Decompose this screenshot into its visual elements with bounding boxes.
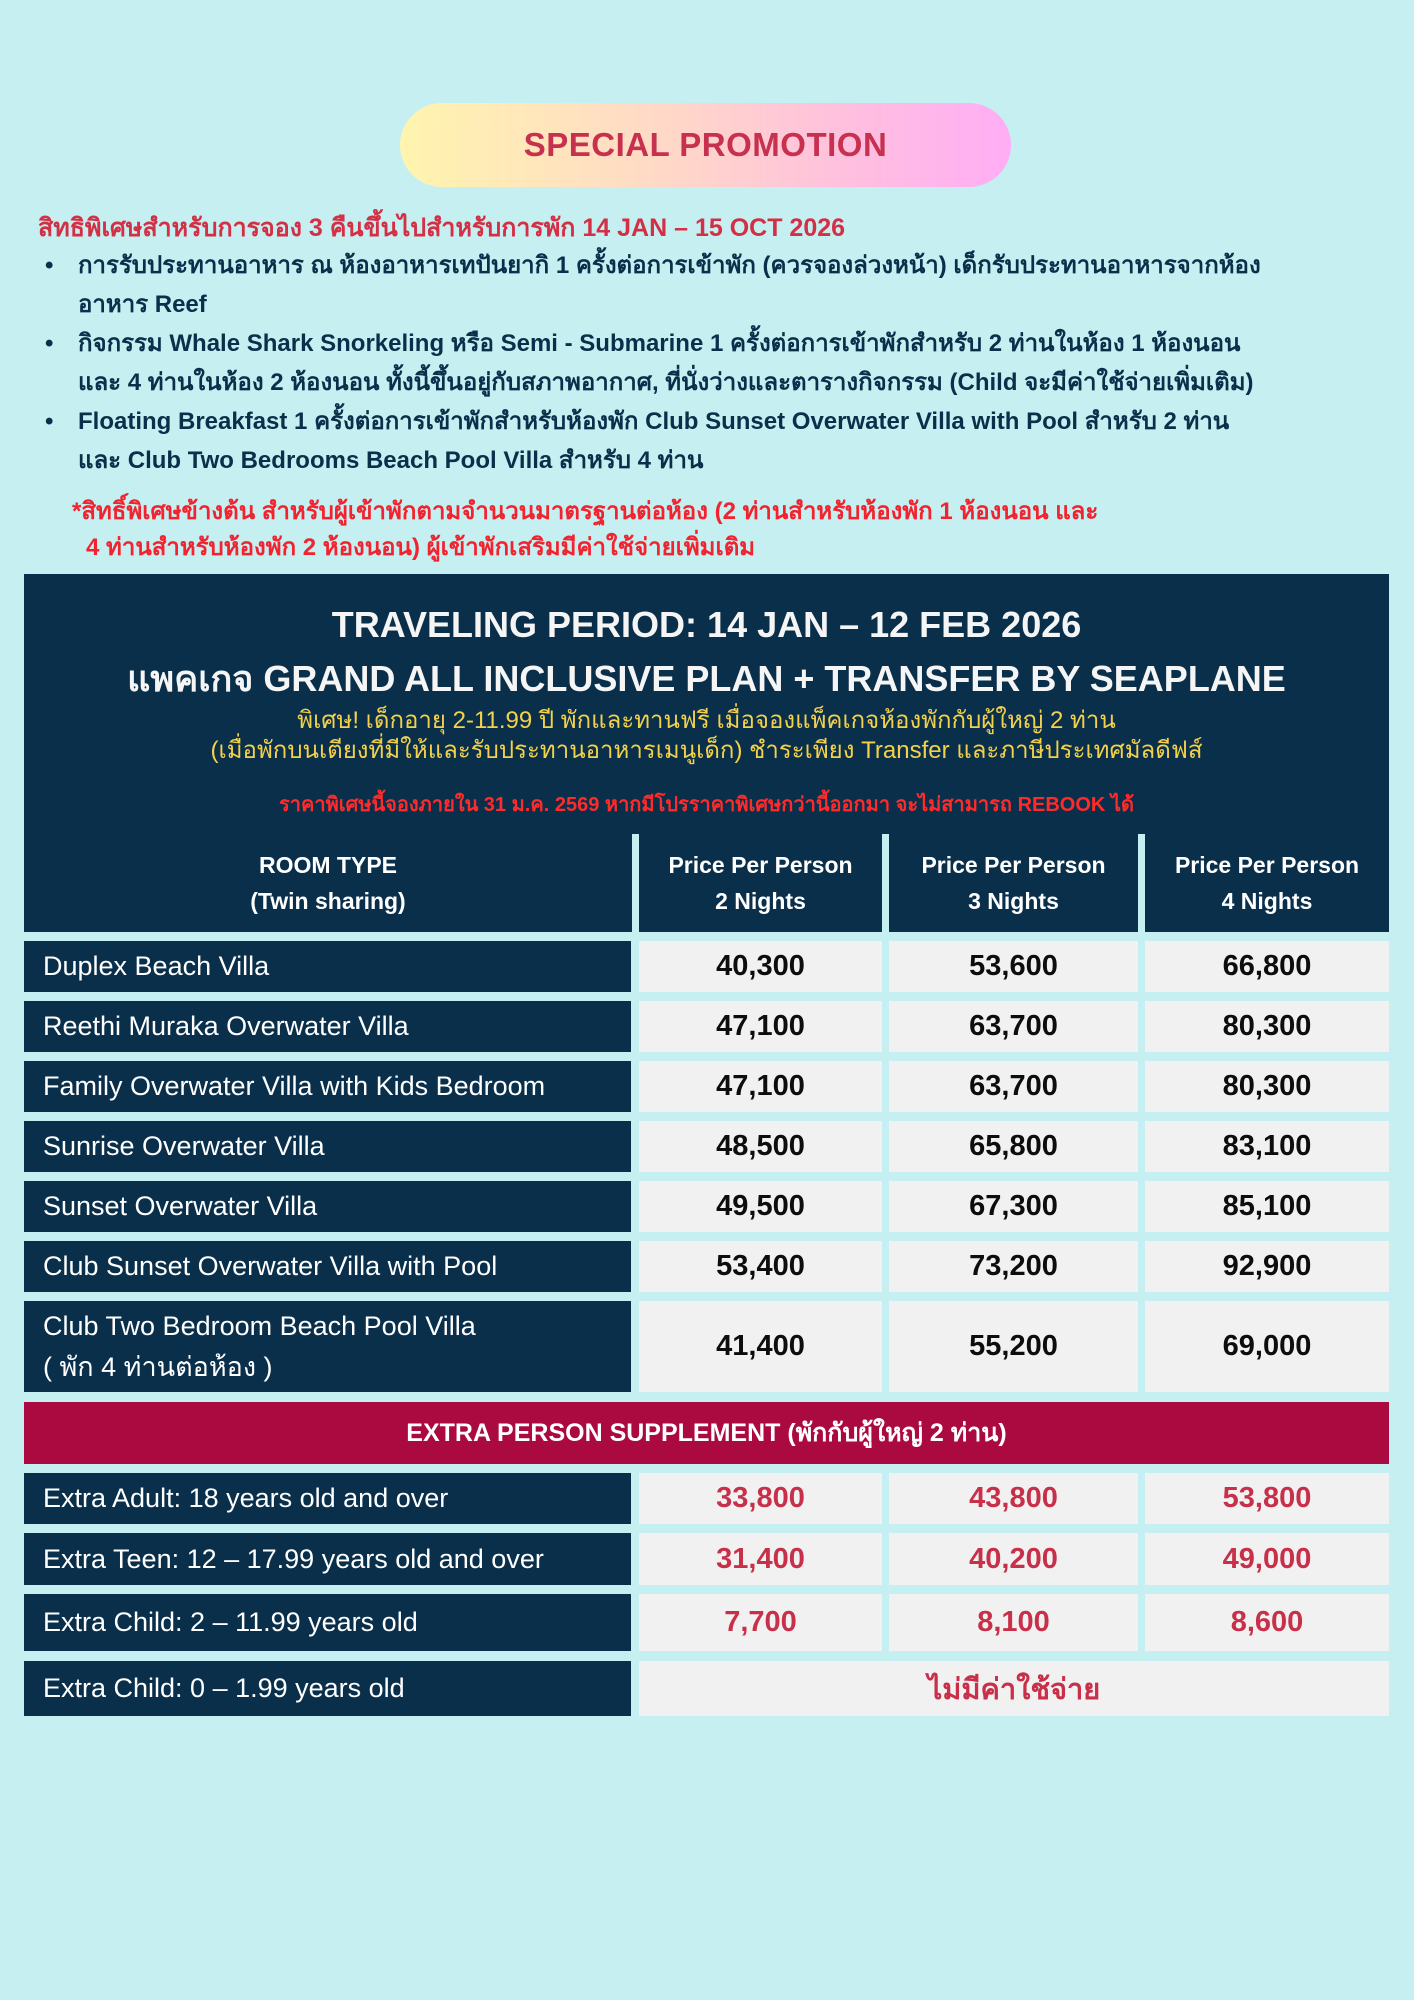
room-name: Club Sunset Overwater Villa with Pool xyxy=(24,1241,631,1292)
price-2-nights: 49,500 xyxy=(639,1181,882,1232)
package-title: แพคเกจ GRAND ALL INCLUSIVE PLAN + TRANSFER BY SEAPLANE xyxy=(127,658,1286,699)
room-name: Reethi Muraka Overwater Villa xyxy=(24,1001,631,1052)
price-2-nights: 48,500 xyxy=(639,1121,882,1172)
header-room-type: ROOM TYPE (Twin sharing) xyxy=(250,851,406,914)
header-4-nights: Price Per Person 4 Nights xyxy=(1174,851,1360,914)
promo-badge-label: SPECIAL PROMOTION xyxy=(523,126,888,163)
price-4-nights: 69,000 xyxy=(1145,1301,1389,1392)
price-3-nights: 67,300 xyxy=(889,1181,1138,1232)
price-4-nights: 80,300 xyxy=(1145,1061,1389,1112)
column-divider xyxy=(882,834,889,932)
extra-price-2-nights: 7,700 xyxy=(639,1594,882,1651)
extra-price-4-nights: 8,600 xyxy=(1145,1594,1389,1651)
room-name: Family Overwater Villa with Kids Bedroom xyxy=(24,1061,631,1112)
extra-person-type: Extra Adult: 18 years old and over xyxy=(24,1473,631,1524)
room-name: Sunrise Overwater Villa xyxy=(24,1121,631,1172)
column-divider xyxy=(1138,834,1145,932)
privilege-item: • การรับประทานอาหาร ณ ห้องอาหารเทปันยากิ 1 ครั้งต่อการเข้าพัก (ควรจองล่วงหน้า) เด็กรับประทานอาหารจากห้อง อาหาร Reef xyxy=(40,246,1400,324)
price-4-nights: 66,800 xyxy=(1145,941,1389,992)
header-3-nights: Price Per Person 3 Nights xyxy=(921,851,1106,914)
privilege-list xyxy=(40,246,1400,480)
price-2-nights: 41,400 xyxy=(639,1301,882,1392)
room-name: Club Two Bedroom Beach Pool Villa ( พัก 4 ท่านต่อห้อง ) xyxy=(24,1301,631,1392)
privilege-item: • Floating Breakfast 1 ครั้งต่อการเข้าพักสำหรับห้องพัก Club Sunset Overwater Villa with Pool สำหรับ 2 ท่าน และ Club Two Bedrooms Beach Pool Villa สำหรับ 4 ท่าน xyxy=(40,402,1400,480)
price-3-nights: 63,700 xyxy=(889,1061,1138,1112)
price-4-nights: 92,900 xyxy=(1145,1241,1389,1292)
traveling-period-title: TRAVELING PERIOD: 14 JAN – 12 FEB 2026 xyxy=(331,604,1082,645)
extra-price-4-nights: 53,800 xyxy=(1145,1473,1389,1524)
privilege-title: สิทธิพิเศษสำหรับการจอง 3 คืนขึ้นไปสำหรับการพัก 14 JAN – 15 OCT 2026 xyxy=(38,214,846,242)
extra-price-3-nights: 40,200 xyxy=(889,1533,1138,1585)
price-3-nights: 63,700 xyxy=(889,1001,1138,1052)
extra-person-type: Extra Child: 2 – 11.99 years old xyxy=(24,1594,631,1651)
room-name: Duplex Beach Villa xyxy=(24,941,631,992)
price-2-nights: 53,400 xyxy=(639,1241,882,1292)
price-4-nights: 85,100 xyxy=(1145,1181,1389,1232)
price-4-nights: 83,100 xyxy=(1145,1121,1389,1172)
free-of-charge: ไม่มีค่าใช้จ่าย xyxy=(639,1661,1389,1716)
room-name: Sunset Overwater Villa xyxy=(24,1181,631,1232)
extra-price-3-nights: 43,800 xyxy=(889,1473,1138,1524)
booking-deadline: ราคาพิเศษนี้จองภายใน 31 ม.ค. 2569 หากมีโปรราคาพิเศษกว่านี้ออกมา จะไม่สามารถ REBOOK ได้ xyxy=(279,794,1134,816)
price-3-nights: 73,200 xyxy=(889,1241,1138,1292)
special-promotion-badge xyxy=(400,103,1011,187)
price-3-nights: 65,800 xyxy=(889,1121,1138,1172)
privilege-item: • กิจกรรม Whale Shark Snorkeling หรือ Semi - Submarine 1 ครั้งต่อการเข้าพักสำหรับ 2 ท่านในห้อง 1 ห้องนอน และ 4 ท่านในห้อง 2 ห้องนอน ทั้งนี้ขึ้นอยู่กับสภาพอากาศ, ที่นั่งว่างและตารางกิจกรรม (Child จะมีค่าใช้จ่ายเพิ่มเติม) xyxy=(40,324,1400,402)
extra-person-type: Extra Child: 0 – 1.99 years old xyxy=(24,1661,631,1716)
child-offer: พิเศษ! เด็กอายุ 2-11.99 ปี พักและทานฟรี เมื่อจองแพ็คเกจห้องพักกับผู้ใหญ่ 2 ท่าน (เมื่อพักบนเตียงที่มีให้และรับประทานอาหารเมนูเด็ก) ชำระเพียง Transfer และภาษีประเทศมัลดีฟส์ xyxy=(210,707,1203,764)
price-4-nights: 80,300 xyxy=(1145,1001,1389,1052)
extra-person-supplement-header: EXTRA PERSON SUPPLEMENT (พักกับผู้ใหญ่ 2 ท่าน) xyxy=(24,1402,1389,1464)
conditions-note: *สิทธิ์พิเศษข้างต้น สำหรับผู้เข้าพักตามจำนวนมาตรฐานต่อห้อง (2 ท่านสำหรับห้องพัก 1 ห้องนอน และ 4 ท่านสำหรับห้องพัก 2 ห้องนอน) ผู้เข้าพักเสริมมีค่าใช้จ่ายเพิ่มเติม xyxy=(72,498,1099,561)
column-divider xyxy=(632,834,639,932)
price-2-nights: 47,100 xyxy=(639,1001,882,1052)
price-3-nights: 53,600 xyxy=(889,941,1138,992)
extra-price-2-nights: 33,800 xyxy=(639,1473,882,1524)
price-3-nights: 55,200 xyxy=(889,1301,1138,1392)
price-2-nights: 47,100 xyxy=(639,1061,882,1112)
extra-person-type: Extra Teen: 12 – 17.99 years old and over xyxy=(24,1533,631,1585)
header-2-nights: Price Per Person 2 Nights xyxy=(668,851,853,914)
price-2-nights: 40,300 xyxy=(639,941,882,992)
extra-price-3-nights: 8,100 xyxy=(889,1594,1138,1651)
extra-price-4-nights: 49,000 xyxy=(1145,1533,1389,1585)
extra-price-2-nights: 31,400 xyxy=(639,1533,882,1585)
